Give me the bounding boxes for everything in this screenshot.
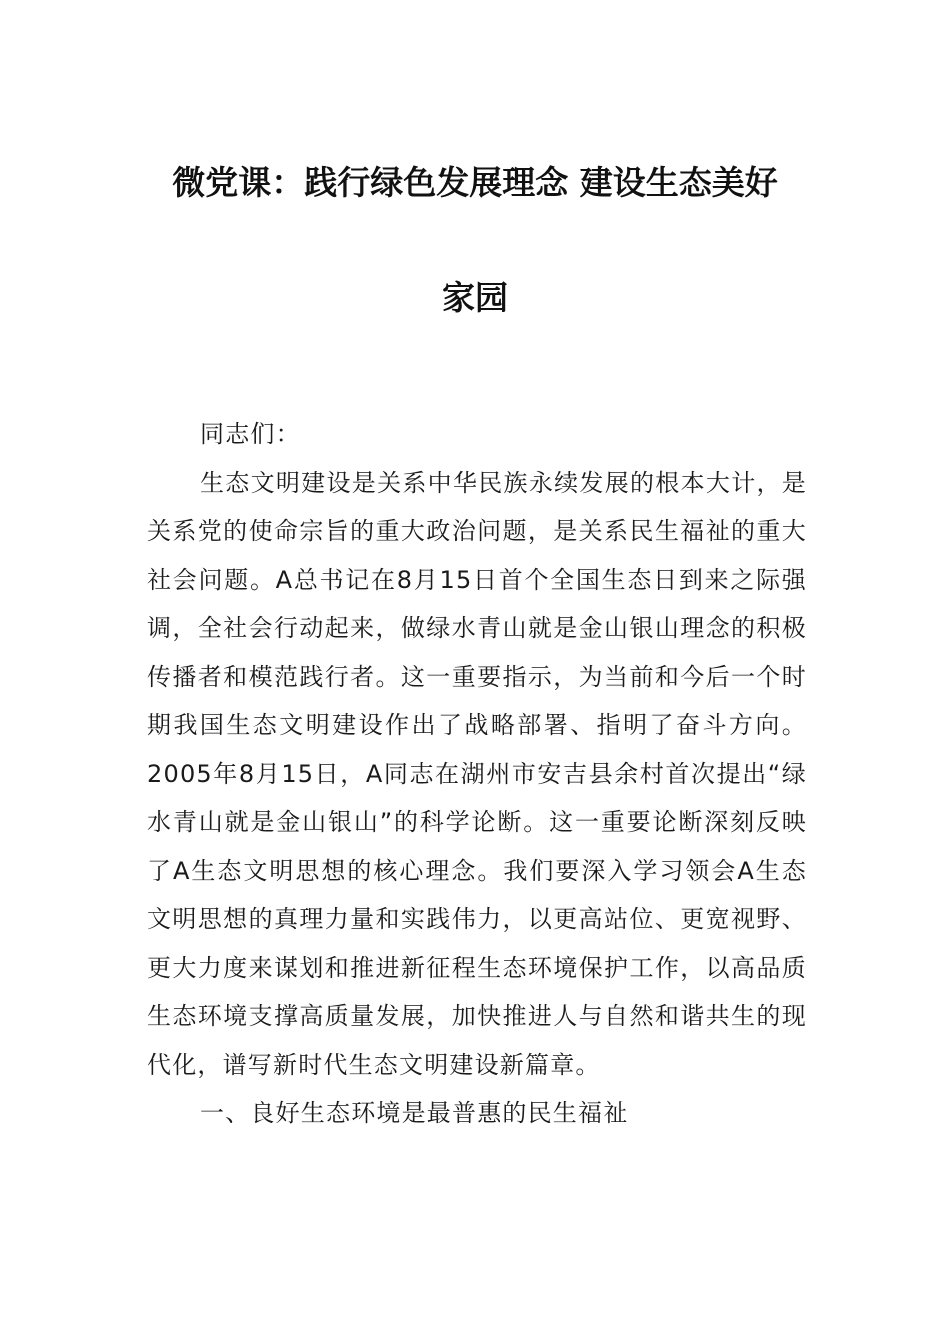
document-title-line-1: 微党课：践行绿色发展理念 建设生态美好 — [172, 163, 778, 202]
document-body — [147, 410, 807, 1138]
section-heading-1: 一、良好生态环境是最普惠的民生福祉 — [200, 1099, 629, 1127]
document-title-line-2: 家园 — [442, 278, 508, 317]
salutation: 同志们： — [200, 420, 301, 448]
paragraph-intro: 生态文明建设是关系中华民族永续发展的根本大计，是关系党的使命宗旨的重大政治问题，是关系民生福祉的重大社会问题。A总书记在8月15日首个全国生态日到来之际强调，全社会行动起来，做绿水青山就是金山银山理念的积极传播者和模范践行者。这一重要指示，为当前和今后一个时期我国生态文明建设作出了战略部署、指明了奋斗方向。2005年8月15日，A同志在湖州市安吉县余村首次提出“绿水青山就是金山银山”的科学论断。这一重要论断深刻反映了A生态文明思想的核心理念。我们要深入学习领会A生态文明思想的真理力量和实践伟力，以更高站位、更宽视野、更大力度来谋划和推进新征程生态环境保护工作，以高品质生态环境支撑高质量发展，加快推进人与自然和谐共生的现代化，谱写新时代生态文明建设新篇章。 — [147, 468, 807, 1079]
